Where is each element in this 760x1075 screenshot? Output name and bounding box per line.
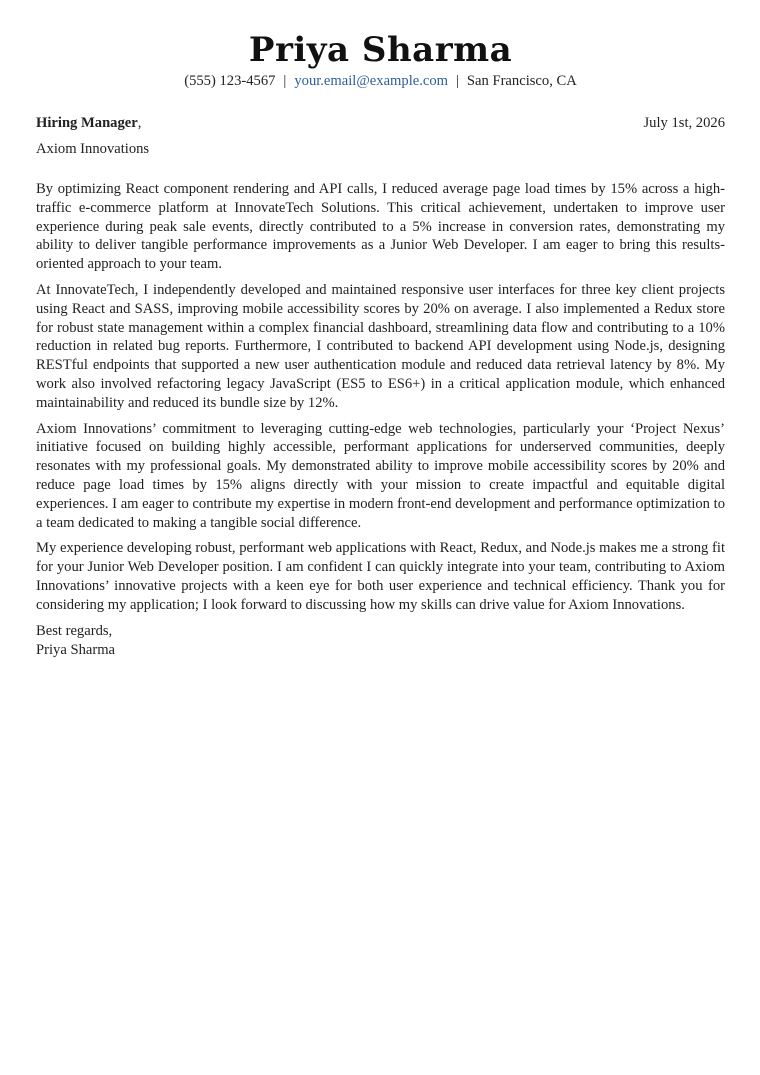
cover-letter-page	[36, 0, 725, 660]
body-paragraph: My experience developing robust, performant web applications with React, Redux, and Node.js makes me a strong fit for your Junior Web Developer position. I am confident I can quickly integrate into your team, contributing to Axiom Innovations’ innovative projects with a keen eye for both user experience and technical efficiency. Thank you for considering my application; I look forward to discussing how my skills can drive value for Axiom Innovations.	[36, 540, 725, 613]
email-link[interactable]: your.email@example.com	[294, 73, 448, 89]
phone-number: (555) 123-4567	[184, 73, 276, 89]
body-paragraph: By optimizing React component rendering and API calls, I reduced average page load times by 15% across a high-traffic e-commerce platform at InnovateTech Solutions. This critical achievement, undertaken to improve user experience during peak sale events, directly contributed to a 5% increase in conversion rates, demonstrating my ability to deliver tangible performance improvements as a Junior Web Developer. I am eager to bring this results-oriented approach to your team.	[36, 181, 725, 273]
body-paragraph: At InnovateTech, I independently developed and maintained responsive user interfaces for three key client projects using React and SASS, improving mobile accessibility scores by 20% on average. I also implemented a Redux store for robust state management within a complex financial dashboard, streamlining data flow and contributing to a 10% reduction in related bug reports. Furthermore, I contributed to backend API development using Node.js, designing RESTful endpoints that supported a new user authentication module and reduced data retrieval latency by 8%. My work also involved refactoring legacy JavaScript (ES5 to ES6+) in a critical application module, which enhanced maintainability and reduced its bundle size by 12%.	[36, 281, 725, 411]
recipient-line	[36, 114, 141, 132]
recipient-title: Hiring Manager	[36, 115, 138, 131]
signature-name: Priya Sharma	[36, 641, 116, 658]
contact-line	[36, 72, 725, 90]
recipient-date-row	[36, 114, 725, 132]
applicant-name: Priya Sharma	[248, 30, 513, 70]
closing-block	[36, 622, 725, 660]
company-name: Axiom Innovations	[36, 141, 150, 157]
contact-separator: |	[456, 73, 459, 89]
contact-separator: |	[283, 73, 287, 89]
recipient-comma: ,	[137, 115, 142, 131]
body-paragraph: Axiom Innovations’ commitment to leveraging cutting-edge web technologies, particularly your ‘Project Nexus’ initiative focused on building highly accessible, performant applications for underserved communities, deeply resonates with my professional goals. My demonstrated ability to improve mobile accessibility scores by 20% and reduce page load times by 15% aligns directly with your mission to create impactful and equitable digital experiences. I am eager to contribute my expertise in modern front-end development and performance optimization to a team dedicated to making a tangible social difference.	[36, 420, 725, 531]
letter-date: July 1st, 2026	[643, 115, 725, 131]
location: San Francisco, CA	[466, 73, 577, 89]
closing-salutation: Best regards,	[36, 622, 113, 639]
letter-body	[36, 180, 725, 615]
